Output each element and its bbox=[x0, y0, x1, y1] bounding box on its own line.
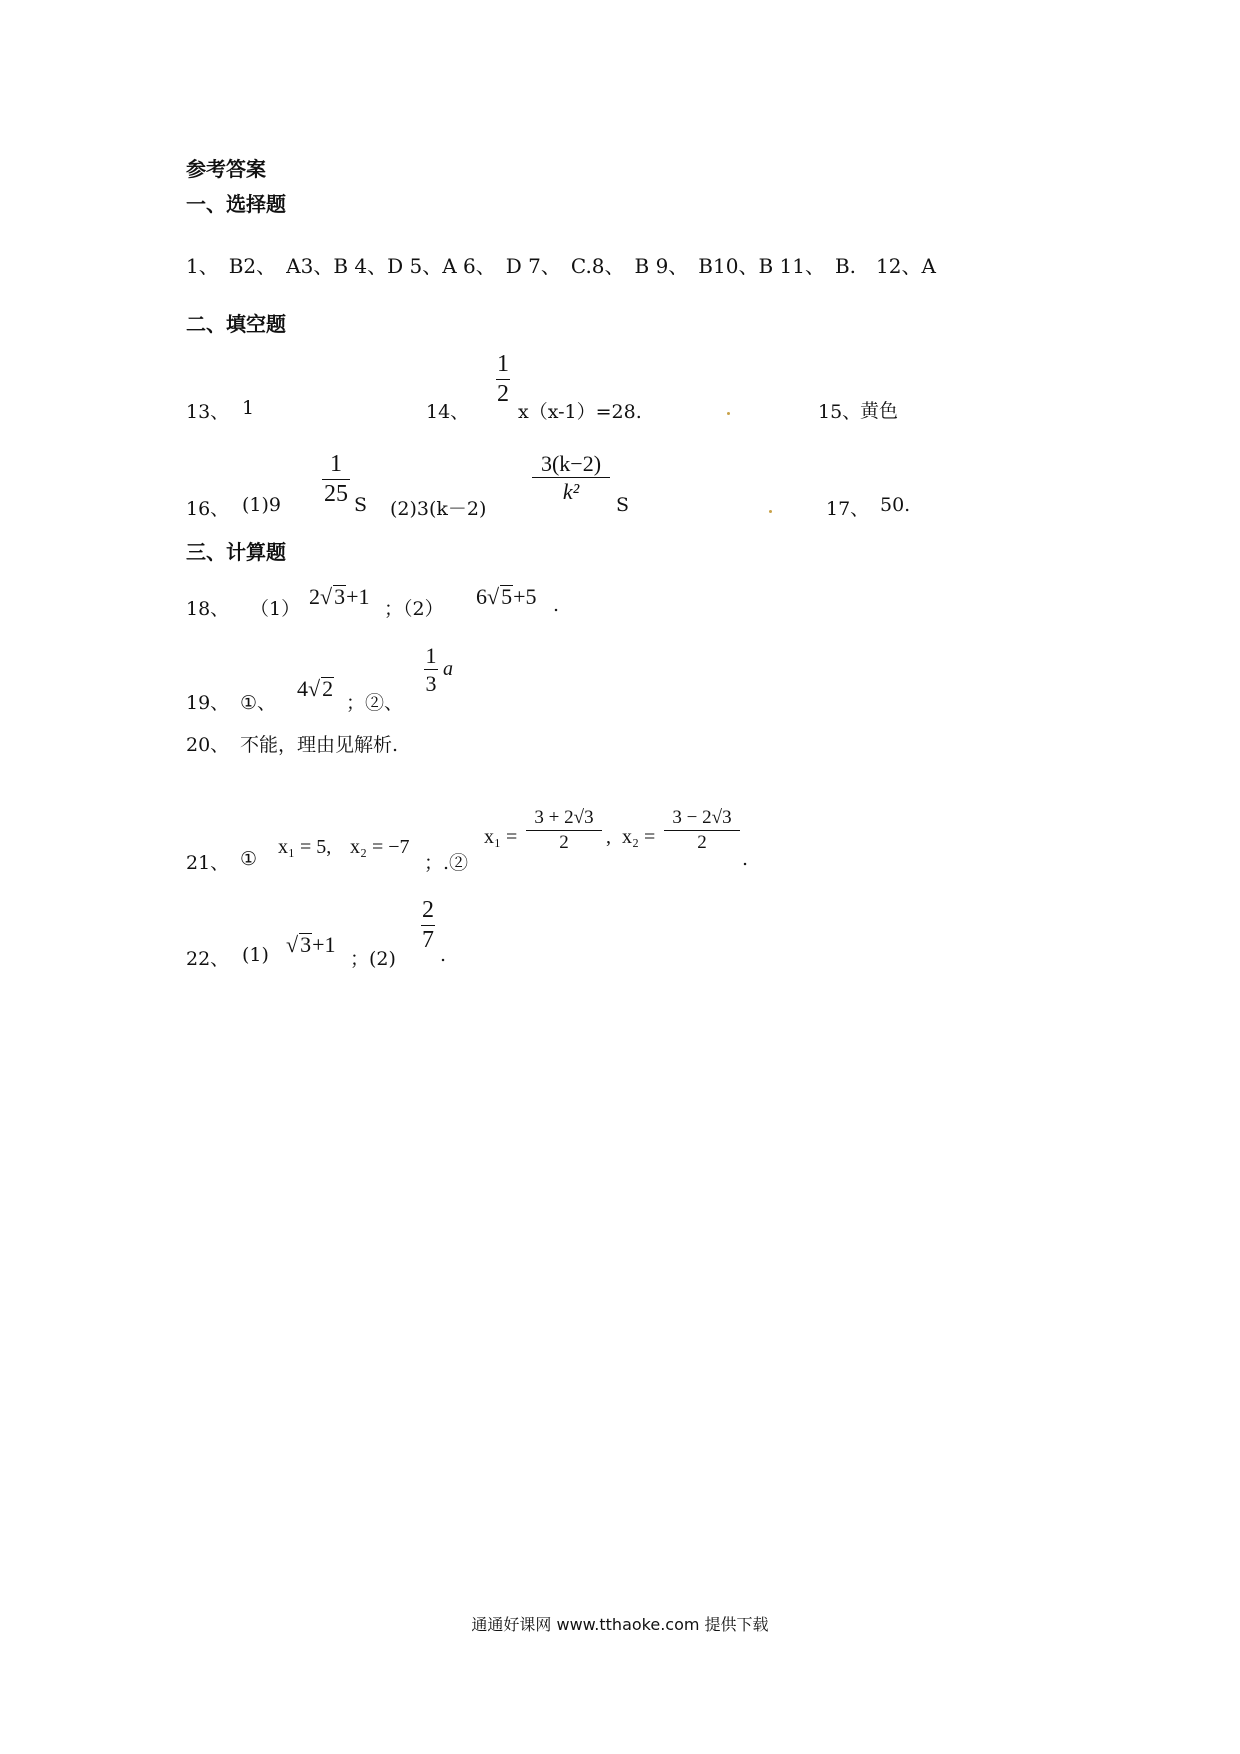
q22-frac-bar bbox=[421, 925, 435, 926]
q21-label: 21、 bbox=[186, 852, 230, 874]
q16-frac2-den: k² bbox=[562, 479, 580, 505]
q21-eq-1: x₁ = 5, bbox=[278, 836, 332, 858]
q21-x2-num: 3 − 2√3 bbox=[672, 807, 732, 828]
q19-frac-den: 3 bbox=[425, 671, 437, 697]
q20-label: 20、 bbox=[186, 734, 230, 756]
q19-part1-label: ①、 bbox=[240, 692, 277, 714]
q15-label: 15、 bbox=[818, 401, 862, 423]
q18-a2-coef: 6 bbox=[476, 584, 487, 609]
q16-fraction-1 bbox=[322, 452, 350, 507]
q14-answer: x（x-1）=28. bbox=[518, 401, 642, 423]
q18-a1-radicand: 3 bbox=[334, 584, 346, 609]
q13-label: 13、 bbox=[186, 401, 230, 423]
q18-a1-tail: +1 bbox=[346, 584, 370, 609]
q14-frac-den: 2 bbox=[497, 381, 509, 408]
q21-x1-den: 2 bbox=[559, 831, 569, 853]
q14-label: 14、 bbox=[426, 401, 470, 423]
q21-separator: ；.② bbox=[424, 852, 469, 874]
q21-eq-2: x₂ = −7 bbox=[350, 836, 410, 858]
q17-answer: 50. bbox=[880, 494, 911, 516]
q19-a1-radicand: 2 bbox=[322, 676, 334, 701]
q21-x2-fraction bbox=[664, 808, 740, 853]
q19-variable: a bbox=[443, 658, 453, 680]
q18-a2-tail: +5 bbox=[513, 584, 537, 609]
q21-x2-lhs: x₂ = bbox=[622, 826, 656, 848]
q20-answer: 不能，理由见解析. bbox=[240, 734, 399, 756]
q16-frac2-num: 3(k−2) bbox=[540, 451, 602, 476]
q19-separator: ；②、 bbox=[346, 692, 404, 714]
q22-end: . bbox=[440, 944, 447, 966]
q22-frac-num: 2 bbox=[422, 897, 434, 923]
q18-a2-radicand: 5 bbox=[501, 584, 513, 609]
q15-answer: 黄色 bbox=[860, 400, 899, 422]
q16-frac1-bar bbox=[322, 479, 350, 480]
q22-a1-tail: +1 bbox=[312, 932, 336, 957]
q18-part1-label: （1） bbox=[250, 598, 301, 620]
q21-x1-lhs: x₁ = bbox=[484, 826, 518, 848]
q16-part1: (1)9 bbox=[242, 494, 282, 516]
page-title: 参考答案 bbox=[186, 157, 266, 181]
q21-x2-bar bbox=[664, 830, 740, 831]
choice-answers-line: 1、 B2、 A3、B 4、D 5、A 6、 D 7、 C.8、 B 9、 B10、B 11、 B. 12、A bbox=[186, 254, 936, 278]
q16-unit-1: S bbox=[354, 494, 368, 516]
section-calc-heading: 三、计算题 bbox=[186, 540, 286, 564]
q21-x2-den: 2 bbox=[697, 831, 707, 853]
q13-answer: 1 bbox=[242, 397, 255, 419]
q18-answer-2: 6√5+5 bbox=[476, 584, 537, 609]
q18-separator: ；（2） bbox=[384, 598, 444, 620]
q21-x1-fraction bbox=[526, 808, 602, 853]
q16-unit-2: S bbox=[616, 494, 630, 516]
q22-part1-label: (1) bbox=[242, 944, 269, 966]
q22-label: 22、 bbox=[186, 948, 230, 970]
q21-x1-bar bbox=[526, 830, 602, 831]
q17-label: 17、 bbox=[826, 498, 870, 520]
decorative-dot bbox=[769, 510, 772, 513]
q16-part2: (2)3(k－2) bbox=[390, 498, 487, 520]
q19-label: 19、 bbox=[186, 692, 230, 714]
q19-frac-num: 1 bbox=[425, 643, 437, 668]
q16-frac1-den: 25 bbox=[324, 481, 348, 508]
section-choice-heading: 一、选择题 bbox=[186, 192, 286, 216]
q18-label: 18、 bbox=[186, 598, 230, 620]
q14-fraction bbox=[496, 352, 510, 407]
q14-frac-num: 1 bbox=[497, 351, 509, 377]
q21-end: . bbox=[742, 848, 749, 870]
q16-fraction-2 bbox=[532, 452, 610, 503]
decorative-dot bbox=[727, 412, 730, 415]
q16-label: 16、 bbox=[186, 498, 230, 520]
q22-answer-1: √3+1 bbox=[286, 932, 336, 957]
q16-frac2-bar bbox=[532, 477, 610, 478]
q19-fraction bbox=[424, 644, 438, 695]
q21-part1-label: ① bbox=[240, 848, 258, 870]
q22-a1-radicand: 3 bbox=[300, 932, 312, 957]
q22-frac-den: 7 bbox=[422, 927, 434, 954]
q18-end: . bbox=[553, 594, 560, 616]
page-footer: 通通好课网 www.tthaoke.com 提供下载 bbox=[471, 1615, 769, 1634]
q14-frac-bar bbox=[496, 379, 510, 380]
q19-a1-coef: 4 bbox=[297, 676, 308, 701]
q21-comma: , bbox=[606, 826, 611, 848]
q18-a1-coef: 2 bbox=[309, 584, 320, 609]
q19-frac-bar bbox=[424, 669, 438, 670]
q18-answer-1: 2√3+1 bbox=[309, 584, 370, 609]
q16-frac1-num: 1 bbox=[330, 451, 342, 477]
q19-answer-1: 4√2 bbox=[297, 676, 334, 701]
section-fill-heading: 二、填空题 bbox=[186, 312, 286, 336]
q22-separator: ；(2) bbox=[350, 948, 396, 970]
q22-fraction bbox=[421, 898, 435, 953]
q21-x1-num: 3 + 2√3 bbox=[534, 807, 594, 828]
